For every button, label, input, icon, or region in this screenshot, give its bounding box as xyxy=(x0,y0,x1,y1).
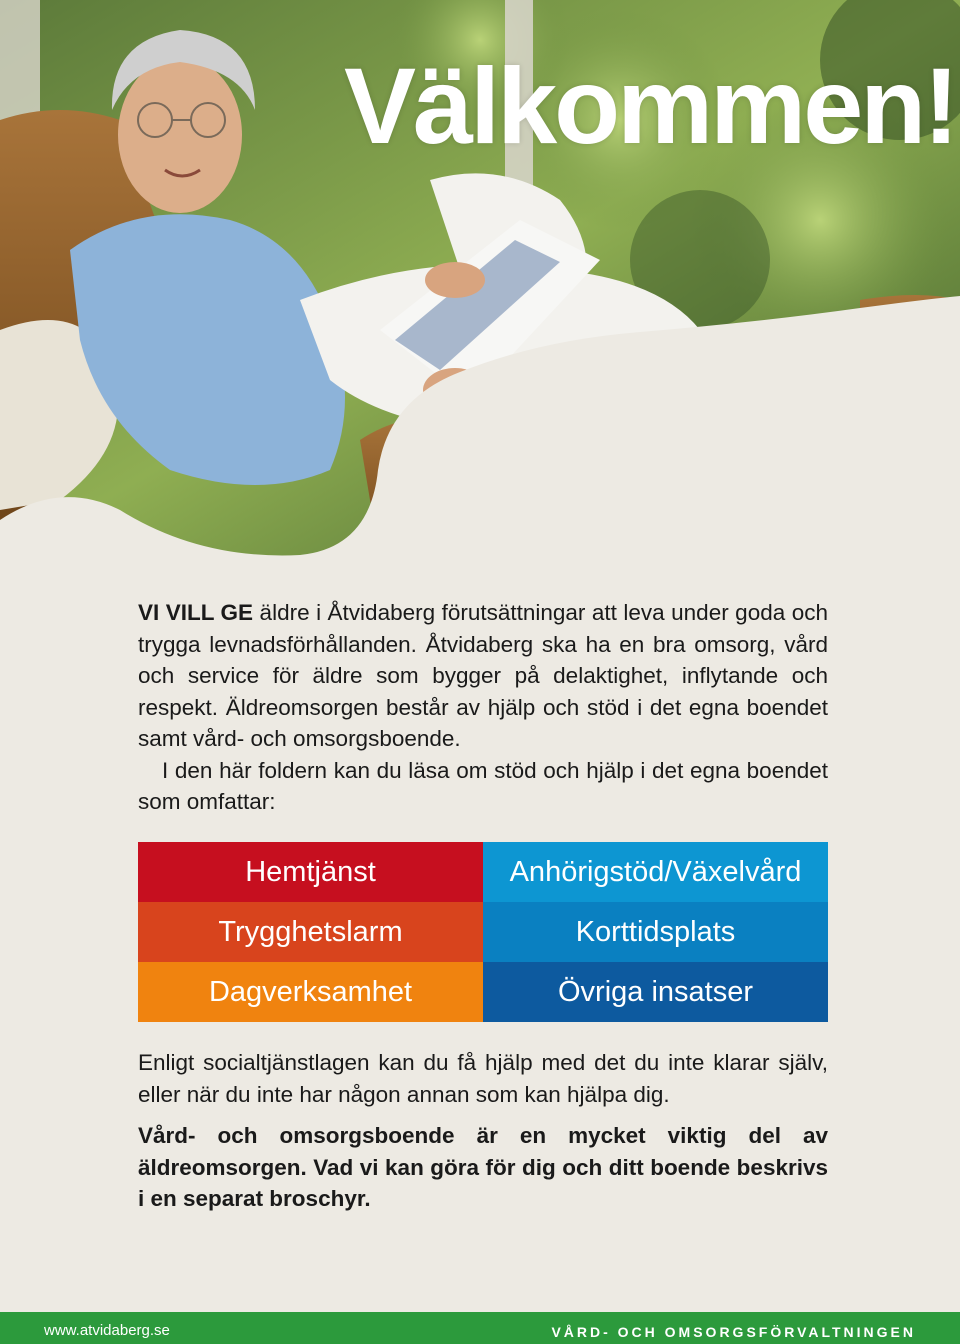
intro-paragraph-2: I den här foldern kan du läsa om stöd och hjälp i det egna boendet som omfattar: xyxy=(138,757,828,814)
service-hemtjanst: Hemtjänst xyxy=(138,842,483,902)
intro-paragraph-1 xyxy=(138,597,828,755)
footer-url-link[interactable]: www.atvidaberg.se xyxy=(44,1322,170,1339)
hero-photo xyxy=(0,0,960,560)
footer-department: VÅRD- OCH OMSORGSFÖRVALTNINGEN xyxy=(551,1324,916,1340)
note-text xyxy=(138,1047,828,1215)
note-paragraph-2: Vård- och omsorgsboende är en mycket viktig del av äldreomsorgen. Vad vi kan göra för dig och ditt boende beskrivs i en separat broschyr. xyxy=(138,1123,828,1211)
service-dagverksamhet: Dagverksamhet xyxy=(138,962,483,1022)
service-korttidsplats: Korttidsplats xyxy=(483,902,828,962)
services-grid xyxy=(138,842,828,1022)
intro-body: äldre i Åtvidaberg förutsättningar att leva under goda och trygga levnadsförhållanden. Åtvidaberg ska ha en bra omsorg, vård och service för äldre som bygger på delaktighet, inflytande och respekt. Äldreomsorgen består av hjälp och stöd i det egna boendet samt vård- och omsorgsboende. xyxy=(138,600,828,751)
intro-lead: VI VILL GE xyxy=(138,600,254,625)
intro-text xyxy=(138,597,828,818)
service-ovriga-insatser: Övriga insatser xyxy=(483,962,828,1022)
service-anhorigstod: Anhörigstöd/Växelvård xyxy=(483,842,828,902)
page-title: Välkommen! xyxy=(344,45,957,166)
service-trygghetslarm: Trygghetslarm xyxy=(138,902,483,962)
footer-bar xyxy=(0,1312,960,1344)
note-paragraph-1: Enligt socialtjänstlagen kan du få hjälp med det du inte klarar själv, eller när du inte har någon annan som kan hjälpa dig. xyxy=(138,1050,828,1107)
